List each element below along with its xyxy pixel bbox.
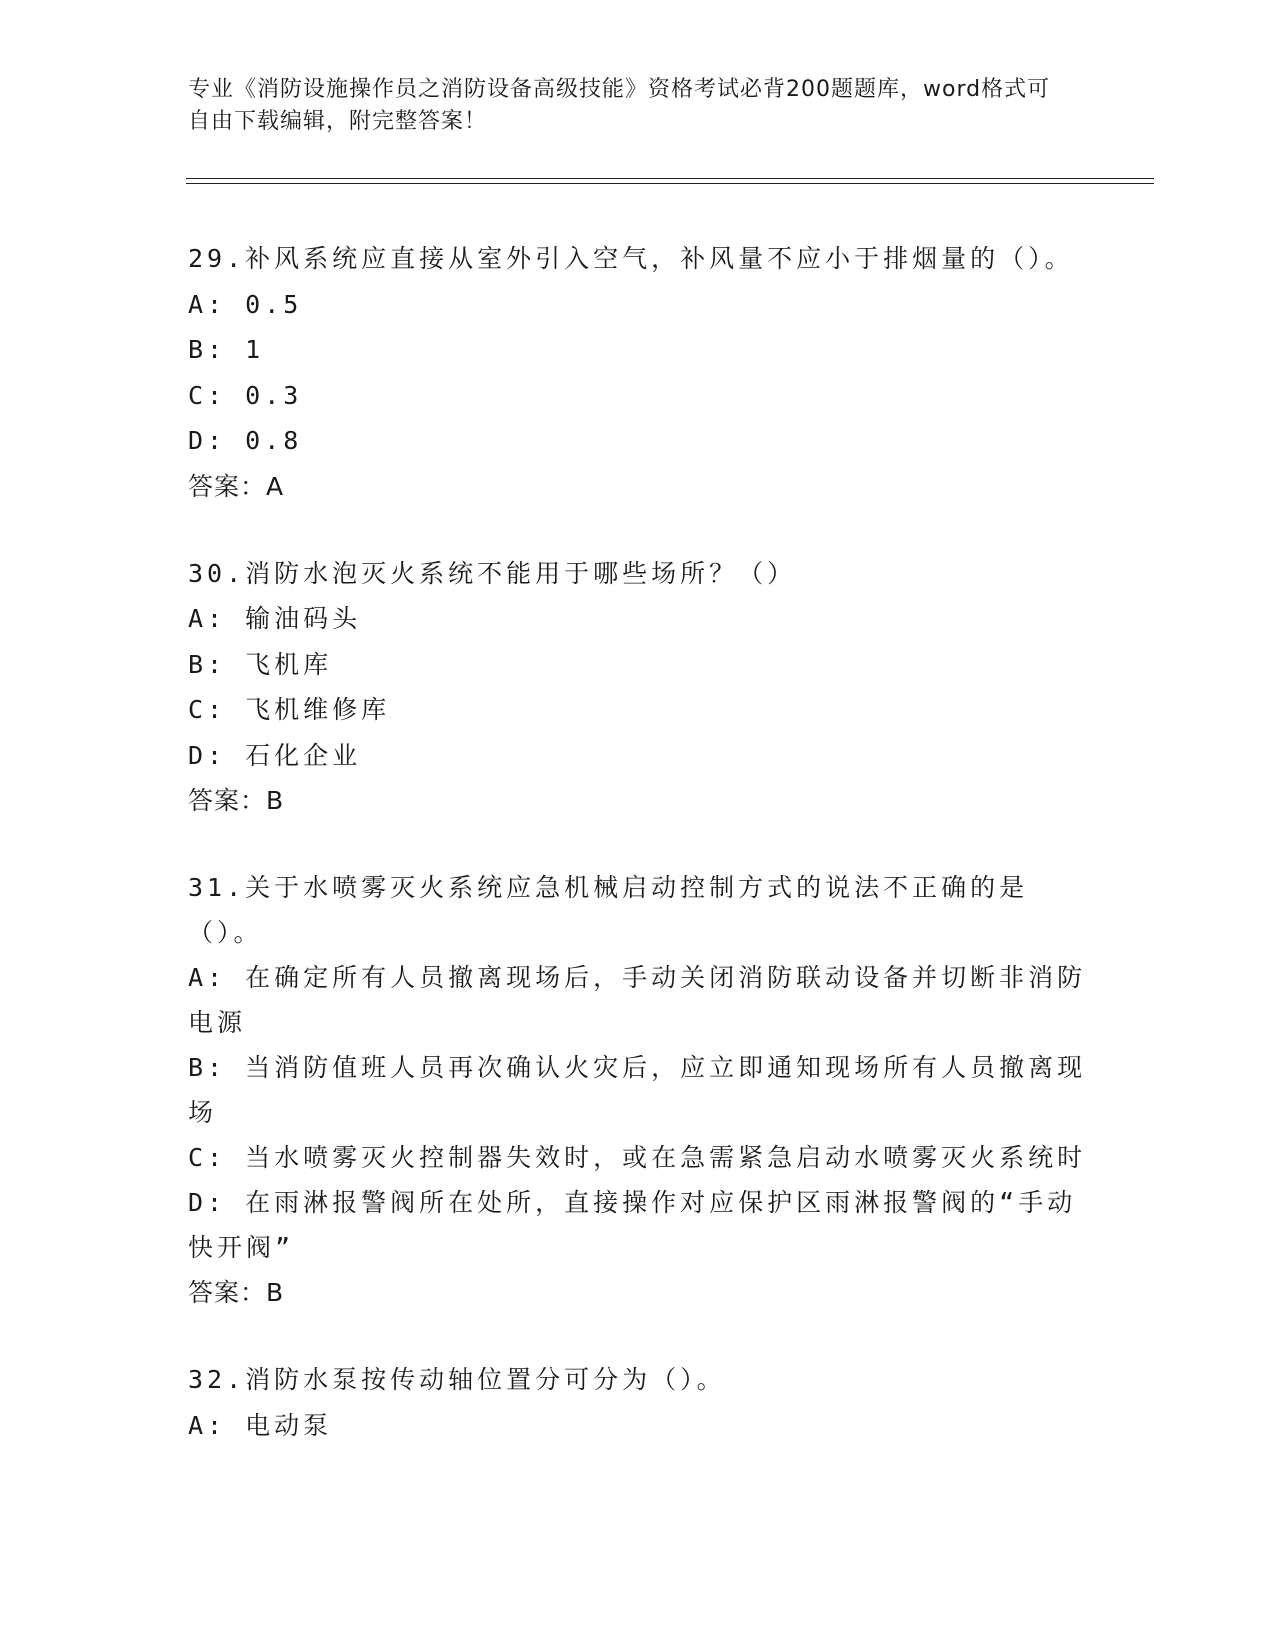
question-stem: 29.补风系统应直接从室外引入空气，补风量不应小于排烟量的（）。 (188, 244, 1074, 273)
question-stem: 30.消防水泡灭火系统不能用于哪些场所？（） (188, 558, 797, 588)
option-c: C: 飞机维修库 (188, 695, 391, 724)
option-a: A: 0.5 (188, 289, 303, 319)
header-rule-bottom (186, 183, 1154, 184)
question-list (188, 236, 1088, 1490)
answer-line: 答案：A (188, 471, 285, 501)
option-d: D: 在雨淋报警阀所在处所，直接操作对应保护区雨淋报警阀的“手动快开阀” (188, 1188, 1077, 1262)
question-32 (188, 1357, 1088, 1448)
question-29 (188, 236, 1088, 509)
answer-line: 答案：B (188, 1278, 285, 1307)
option-d: D: 石化企业 (188, 740, 362, 770)
question-stem: 31.关于水喷雾灭火系统应急机械启动控制方式的说法不正确的是（）。 (188, 873, 1029, 947)
option-a: A: 电动泵 (188, 1410, 333, 1440)
option-c: C: 0.3 (188, 380, 303, 410)
option-b: B: 1 (188, 335, 265, 364)
option-a: A: 在确定所有人员撤离现场后，手动关闭消防联动设备并切断非消防电源 (188, 963, 1087, 1037)
answer-line: 答案：B (188, 786, 285, 815)
header-rule-top (186, 178, 1154, 179)
document-header: 专业《消防设施操作员之消防设备高级技能》资格考试必背200题题库，word格式可自由下载编辑，附完整答案！ (188, 77, 1051, 134)
question-stem: 32.消防水泵按传动轴位置分可分为（）。 (188, 1365, 726, 1394)
question-30 (188, 551, 1088, 824)
question-31 (188, 865, 1088, 1315)
option-b: B: 飞机库 (188, 649, 333, 679)
option-c: C: 当水喷雾灭火控制器失效时，或在急需紧急启动水喷雾灭火系统时 (188, 1143, 1087, 1172)
option-a: A: 输油码头 (188, 604, 362, 633)
option-b: B: 当消防值班人员再次确认火灾后，应立即通知现场所有人员撤离现场 (188, 1053, 1087, 1127)
option-d: D: 0.8 (188, 426, 303, 455)
